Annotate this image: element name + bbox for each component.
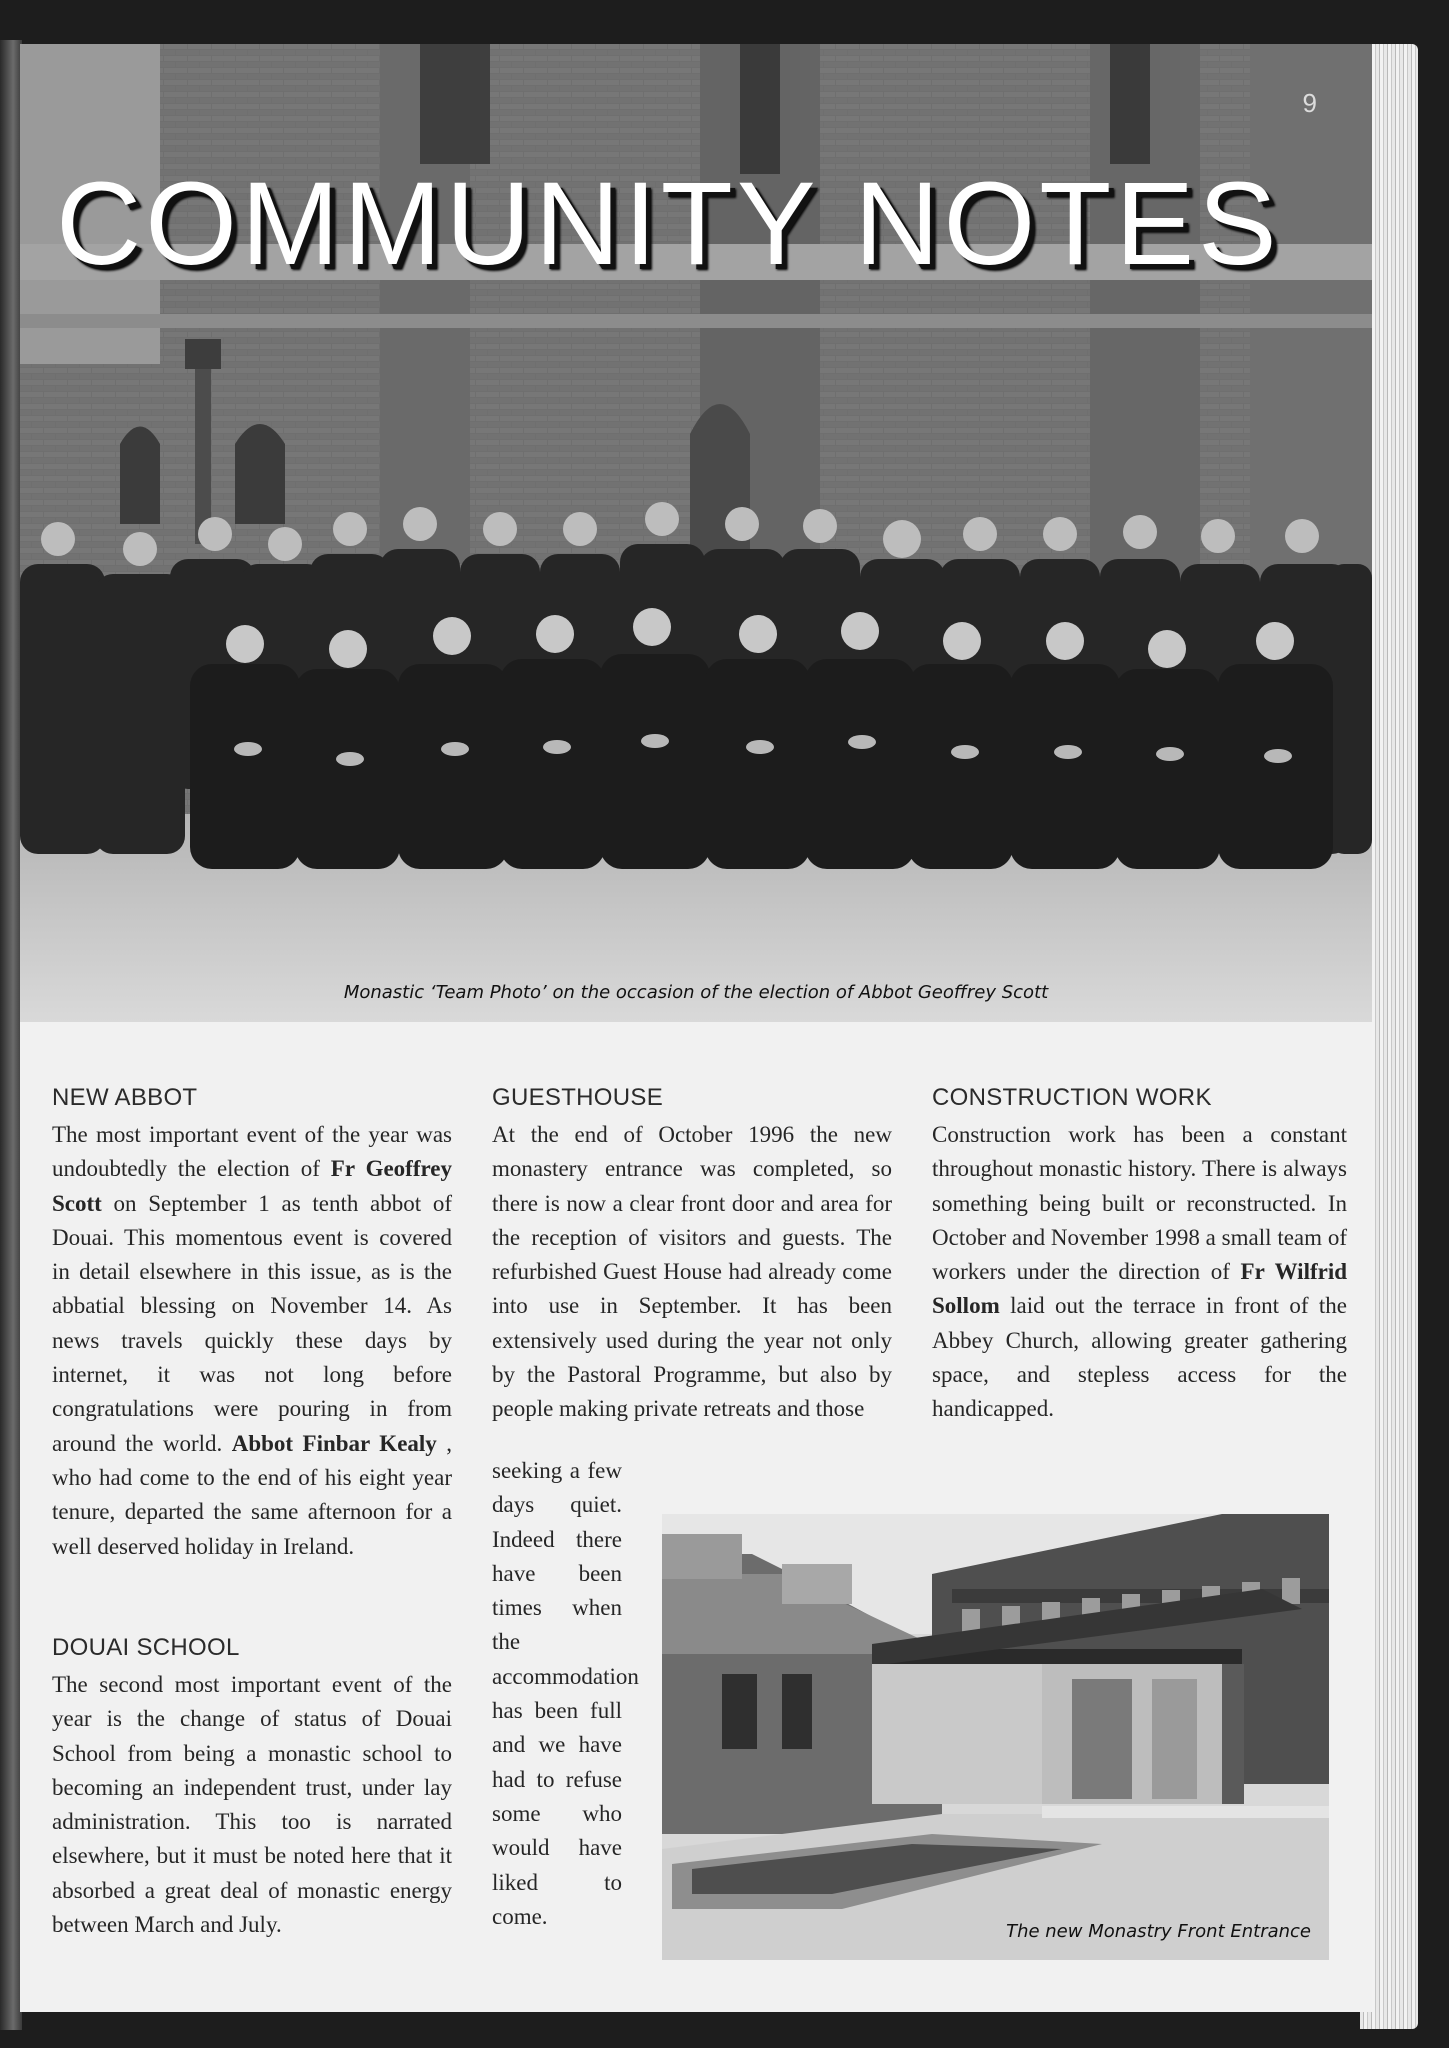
entrance-photo-illustration: [662, 1514, 1329, 1960]
person-name: Abbot Finbar Kealy: [231, 1430, 437, 1456]
person-name: Fr Geoffrey Scott: [52, 1156, 452, 1216]
magazine-page: [20, 44, 1372, 2012]
body-text: laid out the terrace in front of the Abbey Church, allowing greater gathering space, and stepless access for the handicapped.: [932, 1293, 1347, 1422]
book-gutter-left: [0, 40, 22, 2030]
community-group-photo: [20, 44, 1372, 1022]
person-name: Fr Wilfrid Sollom: [932, 1259, 1348, 1319]
entrance-photo-caption: The new Monastry Front Entrance: [1006, 1921, 1311, 1942]
section-guesthouse: [492, 1084, 892, 1427]
section-body: At the end of October 1996 the new monastery entrance was completed, so there is now a clear front door and area for the reception of visitors and guests. The refurbished Guest House had already come into use in September. It has been extensively used during the year not only by the Pastoral Programme, but also by people making private retreats and those: [492, 1122, 892, 1422]
page-title: COMMUNITY NOTES: [56, 158, 1281, 290]
section-douai-school: [52, 1634, 452, 1942]
body-text: on September 1 as tenth abbot of Douai. This momentous event is covered in detail elsewhere in this issue, as is the abbatial blessing on November 14. As news travels quickly these days by internet, it was not long before congratulations were pouring in from around the world.: [52, 1190, 452, 1456]
section-body: [52, 1118, 452, 1564]
monastery-entrance-photo: [662, 1514, 1329, 1960]
body-text: Construction work has been a constant throughout monastic history. There is always something being built or reconstructed. In October and November 1998 a small team of workers under the direction of: [932, 1122, 1347, 1285]
page-number: 9: [1302, 88, 1317, 118]
body-text: The most important event of the year was undoubtedly the election of: [52, 1122, 452, 1182]
group-photo-caption: Monastic ‘Team Photo’ on the occasion of the election of Abbot Geoffrey Scott: [343, 982, 1049, 1003]
section-heading: GUESTHOUSE: [492, 1084, 664, 1111]
section-guesthouse-continued: [492, 1454, 639, 1934]
section-heading: NEW ABBOT: [52, 1084, 198, 1111]
section-new-abbot: [52, 1084, 452, 1564]
section-body: The second most important event of the year is the change of status of Douai School from being a monastic school to becoming an independent trust, under lay administration. This too is narrated elsewhere, but it must be noted here that it absorbed a great deal of monastic energy between March and July.: [52, 1672, 452, 1938]
section-body: seeking a few days quiet. Indeed there have been times when the accommodation has been full and we have had to refuse some who would have liked to come.: [492, 1458, 639, 1929]
body-text: , who had come to the end of his eight year tenure, departed the same afternoon for a well deserved holiday in Ireland.: [52, 1430, 452, 1559]
section-construction-work: [932, 1084, 1347, 1427]
section-body: [932, 1118, 1347, 1427]
section-heading: CONSTRUCTION WORK: [932, 1084, 1212, 1111]
section-heading: DOUAI SCHOOL: [52, 1634, 240, 1661]
